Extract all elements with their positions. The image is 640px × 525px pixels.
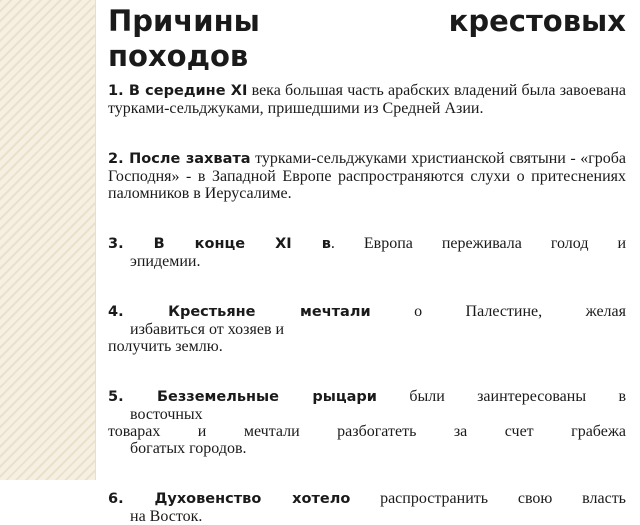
- item-3-lead: 3. В конце XI в: [108, 236, 331, 252]
- item-6-text-1: распространить свою власть: [350, 490, 626, 507]
- list-item-1: [108, 82, 626, 117]
- item-3-text-2: эпидемии.: [130, 253, 201, 270]
- list-item-4: [108, 303, 626, 355]
- title-line-2: походов: [108, 39, 249, 73]
- item-4-text-2: избавиться от хозяев и: [130, 321, 285, 338]
- item-5-text-2: восточных: [130, 406, 203, 423]
- item-5-text-3: товарах и мечтали разбогатеть за счет грабежа: [108, 423, 626, 440]
- item-6-text-2: на Восток.: [130, 508, 203, 525]
- slide-title: [108, 4, 626, 74]
- item-5-text-1: были заинтересованы в: [376, 388, 626, 405]
- decorative-side-stripe: [0, 0, 96, 480]
- slide: [100, 0, 635, 525]
- item-5-text-4: богатых городов.: [130, 440, 247, 457]
- list-item-5: [108, 388, 626, 457]
- item-1-lead: 1. В середине XI: [108, 83, 248, 99]
- item-6-lead: 6. Духовенство хотело: [108, 491, 351, 507]
- title-word-2: крестовых: [448, 4, 626, 38]
- item-2-text: турками-сельджуками христианской святыни - «гроба Господня» - в Западной Европе распространяются слухи о притеснениях паломников в Иерусалиме.: [108, 150, 626, 202]
- item-5-lead: 5. Безземельные рыцари: [108, 389, 377, 405]
- item-4-lead: 4. Крестьяне мечтали: [108, 304, 371, 320]
- list-item-2: [108, 150, 626, 202]
- item-4-text-3: получить землю.: [108, 338, 223, 355]
- item-1-text: века большая часть арабских владений была завоевана турками-сельджуками, пришедшими из Средней Азии.: [108, 82, 627, 117]
- item-3-text-1: . Европа переживала голод и: [330, 235, 626, 252]
- item-4-text-1: о Палестине, желая: [370, 303, 626, 320]
- title-word-1: Причины: [108, 4, 260, 38]
- list-item-3: [108, 235, 626, 270]
- list-item-6: [108, 490, 626, 525]
- item-2-lead: 2. После захвата: [108, 151, 251, 167]
- causes-list: [108, 82, 626, 525]
